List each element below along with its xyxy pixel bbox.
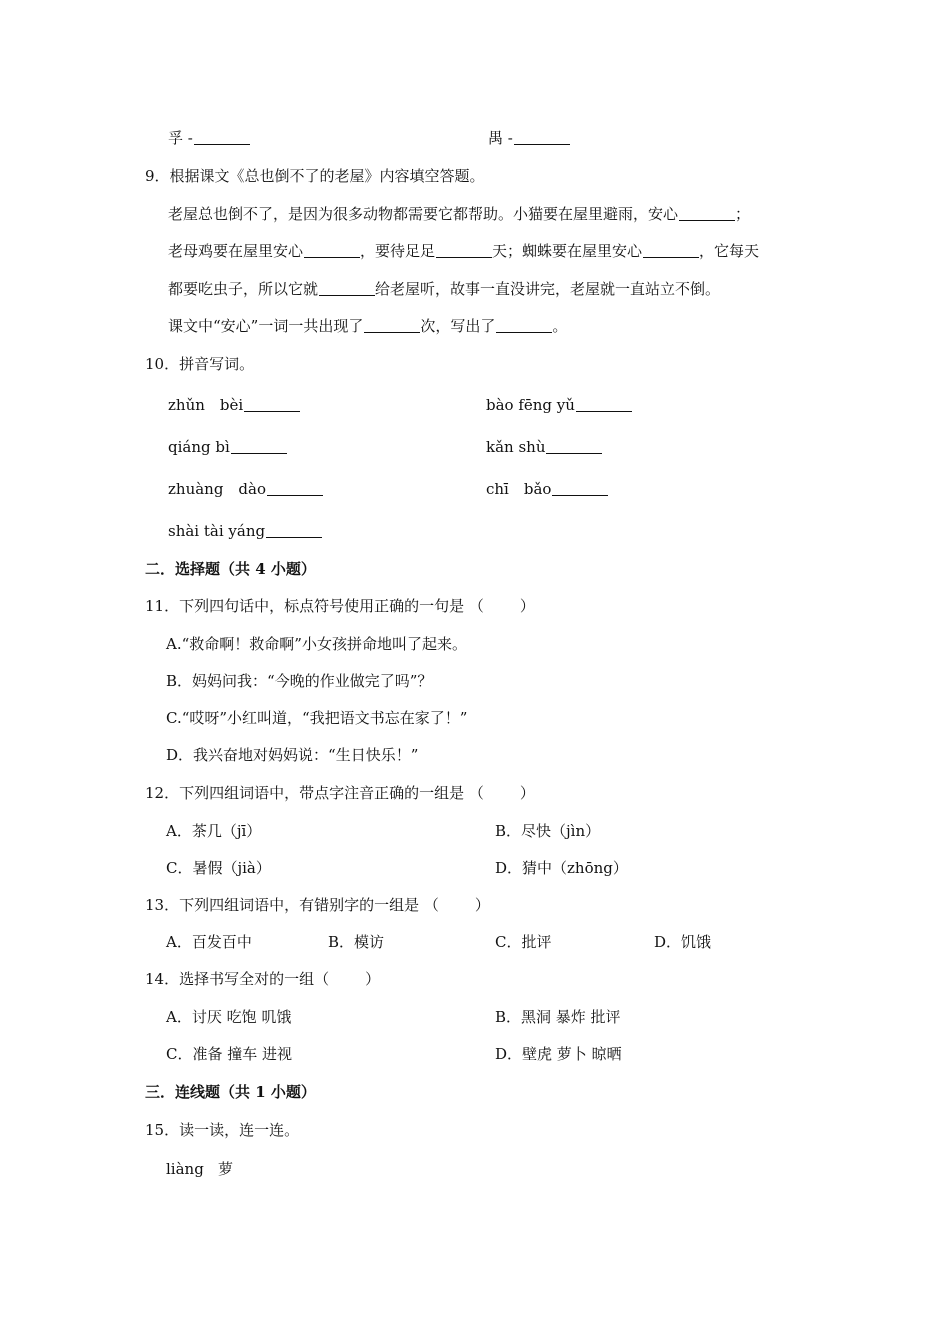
q12-option-b[interactable]: B．尽快（jìn） <box>495 822 601 840</box>
q15-title: 15．读一读，连一连。 <box>145 1121 300 1139</box>
q12-option-c[interactable]: C．暑假（jià） <box>166 859 271 877</box>
q10-item: kǎn shù <box>486 437 602 457</box>
q11-title: 11．下列四句话中，标点符号使用正确的一句是 （ ） <box>145 597 535 615</box>
answer-blank[interactable] <box>436 242 492 258</box>
answer-blank[interactable] <box>266 522 322 538</box>
q12-option-a[interactable]: A．茶几（jī） <box>166 822 262 840</box>
answer-blank[interactable] <box>496 317 552 333</box>
section-heading-choice: 二．选择题（共 4 小题） <box>145 560 316 578</box>
q12-option-d[interactable]: D．猜中（zhōng） <box>495 859 628 877</box>
q10-item: chī bǎo <box>486 479 608 499</box>
answer-blank[interactable] <box>244 396 300 412</box>
q11-option-b[interactable]: B．妈妈问我：“今晚的作业做完了吗”？ <box>166 672 433 690</box>
q14-option-d[interactable]: D．壁虎 萝卜 晾晒 <box>495 1045 622 1063</box>
answer-blank[interactable] <box>679 205 735 221</box>
q10-item: zhǔn bèi <box>168 395 300 415</box>
q14-option-c[interactable]: C．准备 撞车 进视 <box>166 1045 293 1063</box>
answer-blank[interactable] <box>231 438 287 454</box>
q13-option-b[interactable]: B．模访 <box>328 933 385 951</box>
q12-title: 12．下列四组词语中，带点字注音正确的一组是 （ ） <box>145 784 535 802</box>
answer-blank[interactable] <box>546 438 602 454</box>
q8-left-item: 孚 - <box>168 128 250 148</box>
q9-title: 9．根据课文《总也倒不了的老屋》内容填空答题。 <box>145 167 485 185</box>
answer-blank[interactable] <box>267 480 323 496</box>
q9-line-1: 老屋总也倒不了，是因为很多动物都需要它都帮助。小猫要在屋里避雨，安心 ； <box>168 205 751 223</box>
q13-option-c[interactable]: C．批评 <box>495 933 552 951</box>
answer-blank[interactable] <box>552 480 608 496</box>
q10-item: bào fēng yǔ <box>486 395 632 415</box>
answer-blank[interactable] <box>514 129 570 145</box>
q9-line-4: 课文中“安心”一词一共出现了 次，写出了 。 <box>168 317 568 335</box>
q11-option-a[interactable]: A.“救命啊！救命啊”小女孩拼命地叫了起来。 <box>166 635 467 653</box>
q11-option-c[interactable]: C.“哎呀”小红叫道，“我把语文书忘在家了！” <box>166 709 468 727</box>
q10-item: zhuàng dào <box>168 479 323 499</box>
q14-title: 14．选择书写全对的一组（ ） <box>145 970 381 988</box>
answer-blank[interactable] <box>319 280 375 296</box>
q10-item: qiáng bì <box>168 437 287 457</box>
q13-option-d[interactable]: D．饥饿 <box>654 933 712 951</box>
q9-line-2: 老母鸡要在屋里安心 ，要待足足 天；蜘蛛要在屋里安心 ，它每天 <box>168 242 760 260</box>
answer-blank[interactable] <box>194 129 250 145</box>
answer-blank[interactable] <box>304 242 360 258</box>
answer-blank[interactable] <box>364 317 420 333</box>
answer-blank[interactable] <box>576 396 632 412</box>
q10-item: shài tài yáng <box>168 521 322 541</box>
q15-pinyin[interactable]: liàng <box>166 1160 204 1178</box>
section-heading-matching: 三．连线题（共 1 小题） <box>145 1083 316 1101</box>
q13-option-a[interactable]: A．百发百中 <box>166 933 252 951</box>
q15-character[interactable]: 萝 <box>218 1160 234 1178</box>
q11-option-d[interactable]: D．我兴奋地对妈妈说：“生日快乐！” <box>166 746 419 764</box>
q14-option-a[interactable]: A．讨厌 吃饱 叽饿 <box>166 1008 292 1026</box>
q13-title: 13．下列四组词语中，有错别字的一组是 （ ） <box>145 896 490 914</box>
q8-right-item: 禺 - <box>488 128 570 148</box>
q9-line-3: 都要吃虫子，所以它就 给老屋听，故事一直没讲完，老屋就一直站立不倒。 <box>168 280 721 298</box>
q14-option-b[interactable]: B．黑洞 暴炸 批评 <box>495 1008 621 1026</box>
answer-blank[interactable] <box>643 242 699 258</box>
q10-title: 10．拼音写词。 <box>145 355 255 373</box>
